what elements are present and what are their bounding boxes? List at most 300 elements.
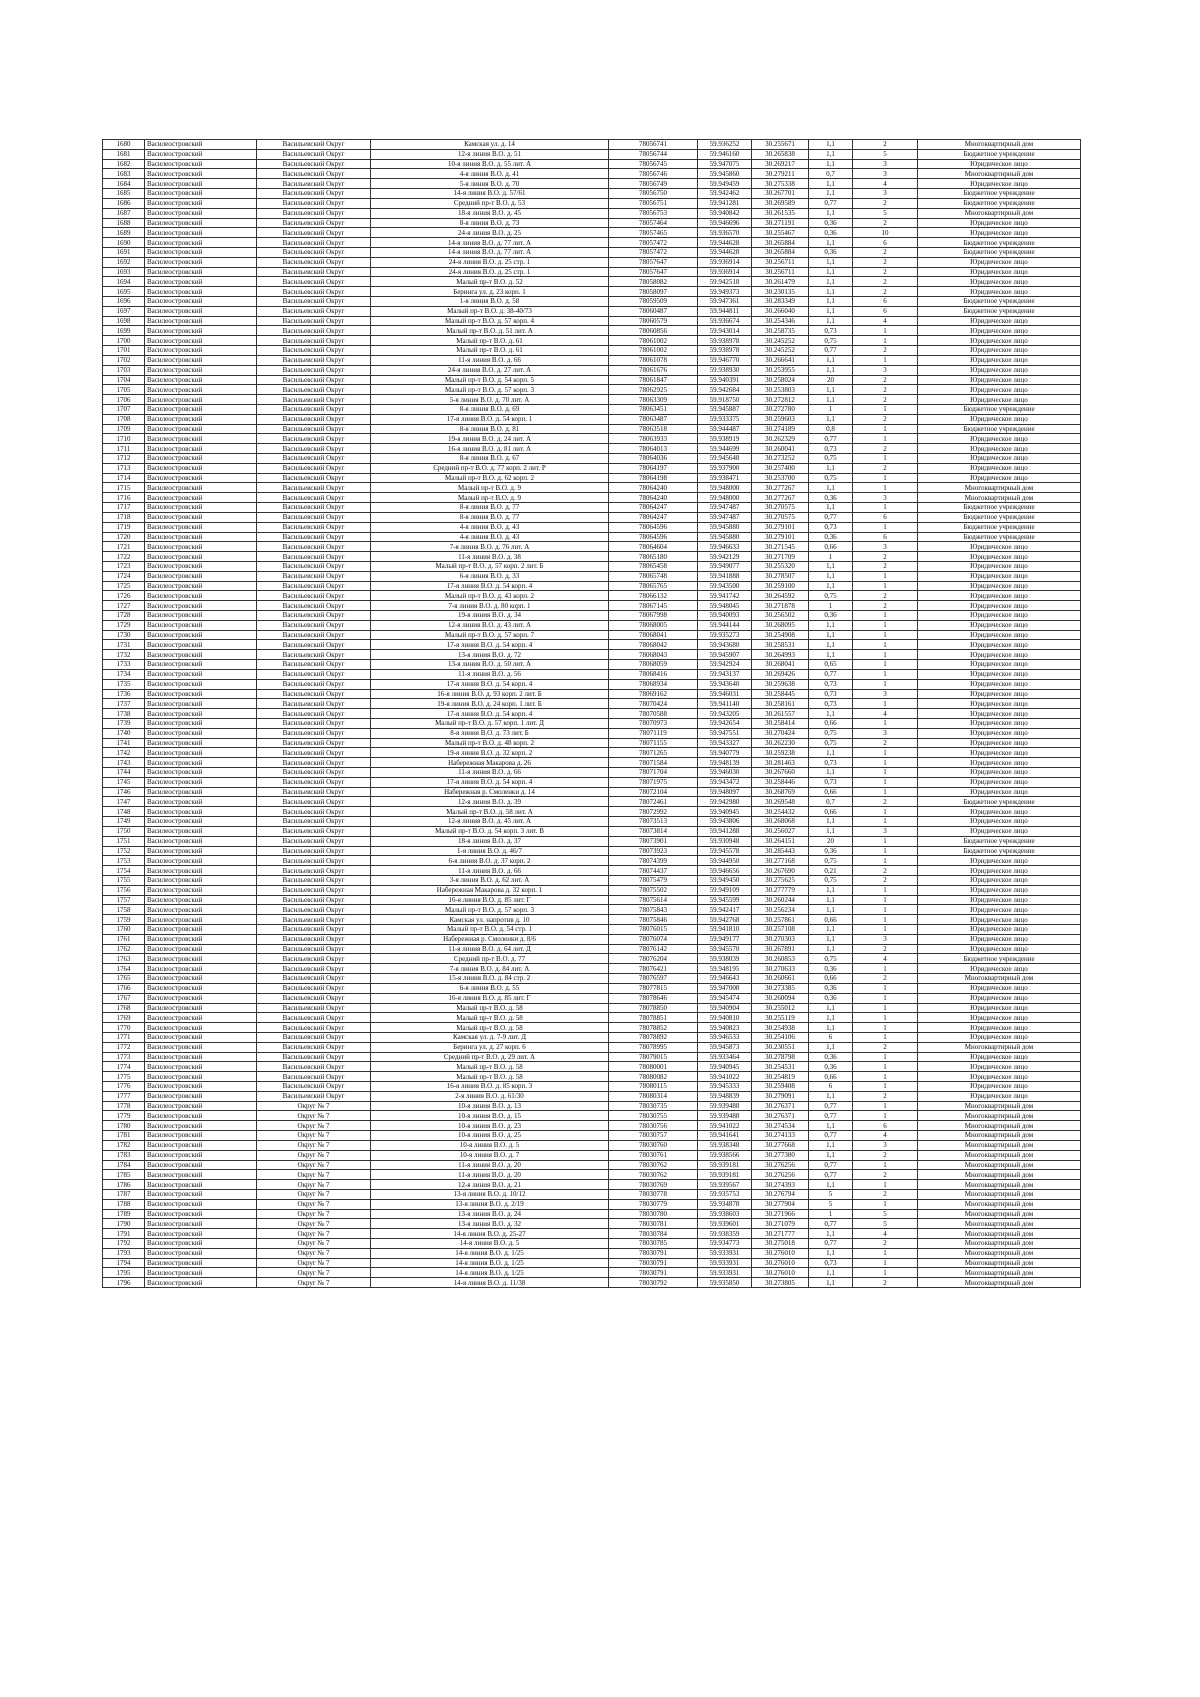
table-cell: 78030792 [609, 1278, 698, 1288]
table-cell: 78068059 [609, 660, 698, 670]
table-cell: Василеостровский [145, 512, 257, 522]
table-cell: Многоквартирный дом [918, 1042, 1081, 1052]
table-cell: 59.938930 [698, 365, 752, 375]
table-cell: 78068043 [609, 650, 698, 660]
table-cell: 30.268068 [752, 817, 809, 827]
table-cell: 59.949109 [698, 885, 752, 895]
table-cell: 78076015 [609, 925, 698, 935]
table-cell: 2 [853, 601, 918, 611]
table-row [103, 885, 1081, 895]
table-cell: Малый пр-т В.О. д. 58 [371, 1013, 609, 1023]
table-cell: Василеостровский [145, 1003, 257, 1013]
table-cell: 1732 [103, 650, 145, 660]
table-cell: 1 [853, 640, 918, 650]
table-cell: Юридическое лицо [918, 326, 1081, 336]
table-cell: Василеостровский [145, 414, 257, 424]
table-cell: 4 [853, 709, 918, 719]
table-cell: 1 [853, 905, 918, 915]
table-cell: Васильевский Округ [257, 895, 371, 905]
table-cell: 1716 [103, 493, 145, 503]
table-cell: 30.264592 [752, 591, 809, 601]
table-cell: Васильевский Округ [257, 581, 371, 591]
table-cell: 30.245252 [752, 336, 809, 346]
table-cell: 5 [853, 1219, 918, 1229]
table-cell: Василеостровский [145, 640, 257, 650]
table-cell: 78078852 [609, 1023, 698, 1033]
table-cell: 17-я линия В.О. д. 54 корп. 4 [371, 640, 609, 650]
table-cell: 30.260853 [752, 954, 809, 964]
table-cell: 78062925 [609, 385, 698, 395]
table-cell: 3 [853, 1140, 918, 1150]
table-cell: 1696 [103, 297, 145, 307]
table-row [103, 728, 1081, 738]
table-cell: 1,1 [809, 1091, 853, 1101]
table-row [103, 758, 1081, 768]
table-cell: Васильевский Округ [257, 983, 371, 993]
table-row [103, 905, 1081, 915]
table-cell: 2 [853, 375, 918, 385]
table-cell: 1720 [103, 532, 145, 542]
table-cell: 1,1 [809, 1180, 853, 1190]
table-cell: Многоквартирный дом [918, 1150, 1081, 1160]
table-cell: 30.262329 [752, 434, 809, 444]
table-cell: Васильевский Округ [257, 1091, 371, 1101]
table-cell: 2 [853, 277, 918, 287]
table-cell: 1 [853, 1052, 918, 1062]
table-cell: 1,1 [809, 925, 853, 935]
table-cell: 14-я линия В.О. д. 1/25 [371, 1258, 609, 1268]
table-cell: Многоквартирный дом [918, 974, 1081, 984]
table-cell: Камская ул. напротив д. 10 [371, 915, 609, 925]
table-cell: 14-я линия В.О. д. 77 лит. А [371, 238, 609, 248]
table-cell: 59.939181 [698, 1160, 752, 1170]
table-cell: 1695 [103, 287, 145, 297]
table-cell: Васильевский Округ [257, 434, 371, 444]
table-cell: 1770 [103, 1023, 145, 1033]
table-cell: Васильевский Округ [257, 159, 371, 169]
table-cell: 0,73 [809, 777, 853, 787]
table-cell: Васильевский Округ [257, 964, 371, 974]
table-cell: Юридическое лицо [918, 758, 1081, 768]
table-cell: 1781 [103, 1131, 145, 1141]
table-cell: 59.942768 [698, 915, 752, 925]
table-row [103, 709, 1081, 719]
table-cell: 59.937900 [698, 463, 752, 473]
table-cell: 1 [853, 856, 918, 866]
table-cell: 30.268769 [752, 787, 809, 797]
table-cell: 78070424 [609, 699, 698, 709]
table-cell: 78071584 [609, 758, 698, 768]
table-cell: Василеостровский [145, 895, 257, 905]
table-cell: 59.918750 [698, 395, 752, 405]
table-cell: 1691 [103, 247, 145, 257]
table-cell: Округ № 7 [257, 1131, 371, 1141]
table-cell: 59.945880 [698, 522, 752, 532]
table-cell: Василеостровский [145, 454, 257, 464]
table-cell: 30.266040 [752, 306, 809, 316]
table-cell: 1745 [103, 777, 145, 787]
table-cell: 1693 [103, 267, 145, 277]
table-cell: 1704 [103, 375, 145, 385]
table-cell: 0,75 [809, 454, 853, 464]
table-cell: Василеостровский [145, 1121, 257, 1131]
table-cell: 1 [809, 601, 853, 611]
table-cell: Юридическое лицо [918, 630, 1081, 640]
table-cell: 78030769 [609, 1180, 698, 1190]
table-cell: 0,36 [809, 846, 853, 856]
table-cell: 1787 [103, 1189, 145, 1199]
table-cell: Малый пр-т В.О. д. 9 [371, 483, 609, 493]
table-cell: 59.945887 [698, 404, 752, 414]
table-cell: 30.256502 [752, 611, 809, 621]
table-cell: Юридическое лицо [918, 925, 1081, 935]
table-cell: Василеостровский [145, 1189, 257, 1199]
table-cell: Василеостровский [145, 611, 257, 621]
table-cell: 1683 [103, 169, 145, 179]
table-cell: 59.941742 [698, 591, 752, 601]
table-cell: Василеостровский [145, 1072, 257, 1082]
table-cell: 1,1 [809, 905, 853, 915]
table-cell: Василеостровский [145, 159, 257, 169]
table-cell: Васильевский Округ [257, 316, 371, 326]
table-row [103, 875, 1081, 885]
table-cell: Многоквартирный дом [918, 208, 1081, 218]
table-cell: 1744 [103, 768, 145, 778]
table-cell: 59.944144 [698, 620, 752, 630]
table-cell: 78078851 [609, 1013, 698, 1023]
table-cell: 59.945648 [698, 454, 752, 464]
table-cell: 30.258735 [752, 326, 809, 336]
table-cell: Василеостровский [145, 1150, 257, 1160]
table-cell: Юридическое лицо [918, 571, 1081, 581]
table-cell: Многоквартирный дом [918, 483, 1081, 493]
table-cell: Васильевский Округ [257, 355, 371, 365]
table-cell: Васильевский Округ [257, 375, 371, 385]
table-cell: 30.276010 [752, 1248, 809, 1258]
table-cell: Юридическое лицо [918, 669, 1081, 679]
table-cell: 30.279101 [752, 532, 809, 542]
table-cell: Васильевский Округ [257, 777, 371, 787]
table-cell: 30.276256 [752, 1170, 809, 1180]
table-cell: 0,36 [809, 493, 853, 503]
table-row [103, 1101, 1081, 1111]
table-cell: 1747 [103, 797, 145, 807]
table-cell: 30.271709 [752, 552, 809, 562]
table-cell: Василеостровский [145, 552, 257, 562]
table-cell: 30.264151 [752, 836, 809, 846]
table-cell: 78078995 [609, 1042, 698, 1052]
table-cell: 59.941810 [698, 925, 752, 935]
table-cell: 59.939488 [698, 1101, 752, 1111]
table-cell: Малый пр-т В.О. д. 38-40/73 [371, 306, 609, 316]
table-row [103, 512, 1081, 522]
table-cell: 11-я линия В.О. д. 20 [371, 1170, 609, 1180]
table-cell: Бюджетное учреждение [918, 424, 1081, 434]
table-cell: 2 [853, 1170, 918, 1180]
table-row [103, 679, 1081, 689]
table-cell: Васильевский Округ [257, 591, 371, 601]
table-row [103, 571, 1081, 581]
table-cell: 1 [853, 1082, 918, 1092]
table-cell: Василеостровский [145, 1101, 257, 1111]
table-cell: 1 [853, 650, 918, 660]
table-cell: 30.259100 [752, 581, 809, 591]
table-cell: Юридическое лицо [918, 591, 1081, 601]
table-row [103, 179, 1081, 189]
table-cell: Васильевский Округ [257, 699, 371, 709]
table-cell: 78075843 [609, 905, 698, 915]
table-cell: 59.938978 [698, 336, 752, 346]
table-cell: Василеостровский [145, 699, 257, 709]
table-cell: 59.947075 [698, 159, 752, 169]
table-cell: Василеостровский [145, 1013, 257, 1023]
table-cell: 1768 [103, 1003, 145, 1013]
table-cell: 13-я линия В.О. д. 24 [371, 1209, 609, 1219]
table-cell: 30.273805 [752, 1278, 809, 1288]
table-cell: 78030791 [609, 1268, 698, 1278]
table-cell: Василеостровский [145, 218, 257, 228]
table-cell: 59.936914 [698, 267, 752, 277]
table-cell: Васильевский Округ [257, 228, 371, 238]
table-cell: 1 [853, 1003, 918, 1013]
table-cell: 59.938348 [698, 1140, 752, 1150]
table-cell: Многоквартирный дом [918, 1111, 1081, 1121]
table-row [103, 355, 1081, 365]
table-cell: Юридическое лицо [918, 561, 1081, 571]
table-cell: Юридическое лицо [918, 679, 1081, 689]
table-cell: Василеостровский [145, 738, 257, 748]
table-cell: 1 [809, 404, 853, 414]
table-cell: 2 [853, 267, 918, 277]
table-cell: 78071704 [609, 768, 698, 778]
table-cell: 30.255320 [752, 561, 809, 571]
table-cell: Бюджетное учреждение [918, 954, 1081, 964]
table-cell: 30.278507 [752, 571, 809, 581]
table-cell: Бюджетное учреждение [918, 306, 1081, 316]
table-cell: 59.941288 [698, 826, 752, 836]
table-row [103, 1111, 1081, 1121]
table-cell: 59.948045 [698, 601, 752, 611]
table-cell: Василеостровский [145, 365, 257, 375]
table-cell: 1,1 [809, 316, 853, 326]
table-cell: Василеостровский [145, 346, 257, 356]
table-cell: Юридическое лицо [918, 934, 1081, 944]
table-cell: 1790 [103, 1219, 145, 1229]
table-row [103, 1072, 1081, 1082]
table-cell: Васильевский Округ [257, 179, 371, 189]
table-cell: 1748 [103, 807, 145, 817]
table-cell: 1694 [103, 277, 145, 287]
table-cell: Многоквартирный дом [918, 1160, 1081, 1170]
table-cell: 59.942129 [698, 552, 752, 562]
table-cell: 78063451 [609, 404, 698, 414]
table-cell: Василеостровский [145, 591, 257, 601]
table-cell: 1,1 [809, 650, 853, 660]
table-row [103, 247, 1081, 257]
table-row [103, 1209, 1081, 1219]
table-cell: 24-я линия В.О. д. 25 стр. 1 [371, 267, 609, 277]
table-cell: 1692 [103, 257, 145, 267]
table-row [103, 493, 1081, 503]
table-cell: Многоквартирный дом [918, 1121, 1081, 1131]
table-cell: 59.941022 [698, 1121, 752, 1131]
table-row [103, 620, 1081, 630]
table-cell: 30.257400 [752, 463, 809, 473]
table-cell: Васильевский Округ [257, 1013, 371, 1023]
table-cell: 1713 [103, 463, 145, 473]
table-cell: Василеостровский [145, 758, 257, 768]
table-cell: 10-я линия В.О. д. 55 лит. А [371, 159, 609, 169]
table-cell: Василеостровский [145, 257, 257, 267]
table-cell: 15-я линия В.О. д. 84 стр. 2 [371, 974, 609, 984]
table-cell: Васильевский Округ [257, 846, 371, 856]
table-cell: Бюджетное учреждение [918, 297, 1081, 307]
table-cell: Юридическое лицо [918, 218, 1081, 228]
table-cell: 3 [853, 189, 918, 199]
table-cell: 78064036 [609, 454, 698, 464]
table-cell: Средний пр-т В.О. д. 53 [371, 198, 609, 208]
table-row [103, 1229, 1081, 1239]
table-cell: Василеостровский [145, 493, 257, 503]
table-cell: 59.942980 [698, 797, 752, 807]
table-row [103, 640, 1081, 650]
table-cell: Васильевский Округ [257, 650, 371, 660]
table-cell: 0,77 [809, 1111, 853, 1121]
table-cell: 78070973 [609, 718, 698, 728]
table-row [103, 611, 1081, 621]
table-cell: Малый пр-т В.О. д. 48 корп. 2 [371, 738, 609, 748]
table-cell: 1736 [103, 689, 145, 699]
table-cell: 1783 [103, 1150, 145, 1160]
table-cell: 3 [853, 826, 918, 836]
table-cell: 2-я линия В.О. д. 61/30 [371, 1091, 609, 1101]
table-row [103, 463, 1081, 473]
table-row [103, 856, 1081, 866]
table-cell: 78056751 [609, 198, 698, 208]
table-cell: 30.279211 [752, 169, 809, 179]
table-cell: Васильевский Округ [257, 728, 371, 738]
table-cell: Юридическое лицо [918, 817, 1081, 827]
table-cell: 59.945880 [698, 532, 752, 542]
table-cell: 10 [853, 228, 918, 238]
table-cell: Василеостровский [145, 1258, 257, 1268]
table-cell: 1 [853, 846, 918, 856]
table-cell: Василеостровский [145, 669, 257, 679]
table-cell: 0,75 [809, 591, 853, 601]
table-cell: 78064197 [609, 463, 698, 473]
table-cell: 1 [853, 473, 918, 483]
table-cell: Округ № 7 [257, 1278, 371, 1288]
table-cell: Набережная Макарова д. 26 [371, 758, 609, 768]
table-cell: 78056750 [609, 189, 698, 199]
table-cell: 1 [853, 993, 918, 1003]
table-cell: 59.942924 [698, 660, 752, 670]
table-cell: Василеостровский [145, 1160, 257, 1170]
table-cell: 1749 [103, 817, 145, 827]
table-cell: 1775 [103, 1072, 145, 1082]
table-cell: 1,1 [809, 1150, 853, 1160]
table-cell: 1795 [103, 1268, 145, 1278]
table-cell: 13-я линия В.О. д. 2/19 [371, 1199, 609, 1209]
table-cell: 59.945599 [698, 895, 752, 905]
table-cell: Васильевский Округ [257, 669, 371, 679]
table-cell: Округ № 7 [257, 1258, 371, 1268]
table-cell: 1 [853, 1023, 918, 1033]
table-cell: 0,75 [809, 875, 853, 885]
table-cell: 78068934 [609, 679, 698, 689]
table-cell: 1 [809, 552, 853, 562]
table-cell: 0,36 [809, 247, 853, 257]
table-cell: 30.276371 [752, 1101, 809, 1111]
table-cell: 1796 [103, 1278, 145, 1288]
table-cell: 59.947487 [698, 503, 752, 513]
table-cell: 24-я линия В.О. д. 25 стр. 1 [371, 257, 609, 267]
table-cell: 0,66 [809, 787, 853, 797]
table-cell: 59.946696 [698, 218, 752, 228]
table-cell: 2 [853, 444, 918, 454]
table-cell: 1700 [103, 336, 145, 346]
table-row [103, 964, 1081, 974]
table-cell: Василеостровский [145, 581, 257, 591]
table-cell: 59.946160 [698, 149, 752, 159]
table-cell: 30.281463 [752, 758, 809, 768]
table-cell: 0,77 [809, 346, 853, 356]
table-cell: Юридическое лицо [918, 787, 1081, 797]
table-cell: 59.949077 [698, 561, 752, 571]
table-cell: Юридическое лицо [918, 287, 1081, 297]
table-cell: Василеостровский [145, 777, 257, 787]
table-cell: Округ № 7 [257, 1150, 371, 1160]
table-row [103, 1091, 1081, 1101]
table-cell: 30.260661 [752, 974, 809, 984]
table-cell: Юридическое лицо [918, 355, 1081, 365]
table-cell: 30.254346 [752, 316, 809, 326]
table-cell: Василеостровский [145, 473, 257, 483]
table-cell: Васильевский Округ [257, 483, 371, 493]
table-cell: 1,1 [809, 1140, 853, 1150]
table-cell: Василеостровский [145, 797, 257, 807]
table-cell: 59.948097 [698, 787, 752, 797]
table-cell: 1 [853, 679, 918, 689]
table-cell: 78030791 [609, 1258, 698, 1268]
table-cell: 59.941140 [698, 699, 752, 709]
table-cell: Малый пр-т В.О. д. 57 корп. 3 [371, 905, 609, 915]
table-cell: Бюджетное учреждение [918, 797, 1081, 807]
table-cell: Васильевский Округ [257, 630, 371, 640]
table-cell: Юридическое лицо [918, 542, 1081, 552]
table-cell: Васильевский Округ [257, 287, 371, 297]
table-cell: 30.255119 [752, 1013, 809, 1023]
table-row [103, 915, 1081, 925]
table-cell: 4-я линия В.О. д. 41 [371, 169, 609, 179]
table-cell: 78056753 [609, 208, 698, 218]
table-cell: 78030785 [609, 1239, 698, 1249]
table-cell: 78056746 [609, 169, 698, 179]
table-cell: Юридическое лицо [918, 1062, 1081, 1072]
table-cell: 0,75 [809, 738, 853, 748]
table-cell: 30.264993 [752, 650, 809, 660]
table-cell: 0,8 [809, 424, 853, 434]
table-cell: Юридическое лицо [918, 414, 1081, 424]
table-cell: 78068416 [609, 669, 698, 679]
table-cell: Юридическое лицо [918, 1091, 1081, 1101]
table-cell: Юридическое лицо [918, 385, 1081, 395]
table-cell: 30.253700 [752, 473, 809, 483]
table-row [103, 1052, 1081, 1062]
table-cell: 2 [853, 1150, 918, 1160]
table-cell: 0,66 [809, 807, 853, 817]
table-cell: 1766 [103, 983, 145, 993]
